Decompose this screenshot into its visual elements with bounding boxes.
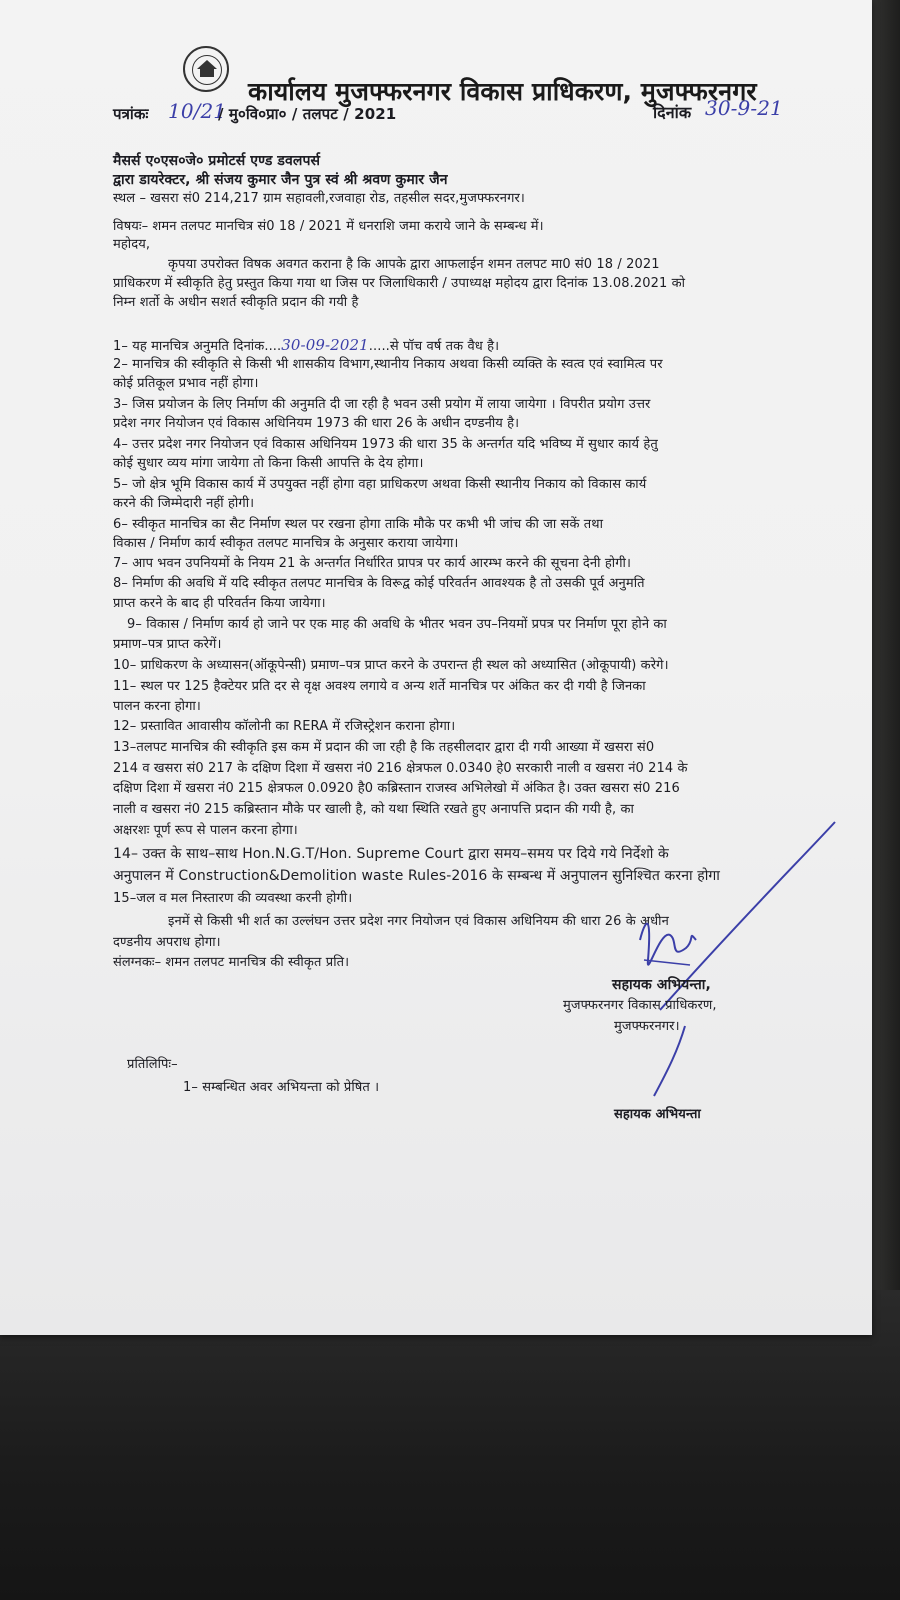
condition-line: प्राप्त करने के बाद ही परिवर्तन किया जायेगा।: [113, 596, 326, 611]
condition-line: नाली व खसरा नं0 215 कब्रिस्तान मौके पर खाली है, को यथा स्थिति रखते हुए अनापत्ति प्रदान की गयी है, का: [113, 802, 634, 817]
date-handwritten: 30-9-21: [705, 96, 783, 120]
condition-line: 3– जिस प्रयोजन के लिए निर्माण की अनुमति दी जा रही है भवन उसी प्रयोग में लाया जायेगा । विपरीत प्रयोग उत्तर: [113, 397, 651, 412]
closing-line: इनमें से किसी भी शर्त का उल्लंघन उत्तर प्रदेश नगर नियोजन एवं विकास अधिनियम की धारा 26 के अधीन: [168, 914, 669, 929]
condition-line: प्रमाण–पत्र प्राप्त करेगें।: [113, 637, 222, 652]
condition-line: 8– निर्माण की अवधि में यदि स्वीकृत तलपट मानचित्र के विरूद्व कोई परिवर्तन आवश्यक है तो उसकी पूर्व अनुमति: [113, 576, 645, 591]
condition-line: 4– उत्तर प्रदेश नगर नियोजन एवं विकास अधिनियम 1973 की धारा 35 के अन्तर्गत यदि भविष्य में सुधार कार्य हेतु: [113, 437, 658, 452]
condition-line: अक्षरशः पूर्ण रूप से पालन करना होगा।: [113, 823, 298, 838]
initials-stroke: [640, 1020, 700, 1100]
addressee-director: द्वारा डायरेक्टर, श्री संजय कुमार जैन पुत्र स्वं श्री श्रवण कुमार जैन: [113, 172, 448, 188]
condition-line: 13–तलपट मानचित्र की स्वीकृति इस कम में प्रदान की जा रही है कि तहसीलदार द्वारा दी गयी आख्या में खसरा सं0: [113, 740, 655, 755]
condition-line: 10– प्राधिकरण के अध्यासन(ऑकूपेन्सी) प्रमाण–पत्र प्राप्त करने के उपरान्त ही स्थल को अध्यासित (ओकूपायी) करेगे।: [113, 658, 669, 673]
condition-line: अनुपालन में Construction&Demolition waste Rules-2016 के सम्बन्ध में अनुपालन सुनिश्चित करना होगा: [113, 868, 721, 884]
condition-line: 12– प्रस्तावित आवासीय कॉलोनी का RERA में रजिस्ट्रेशन कराना होगा।: [113, 719, 456, 734]
signatory-office: मुजफ्फरनगर विकास प्राधिकरण,: [563, 998, 717, 1013]
condition-line: दक्षिण दिशा में खसरा नं0 215 क्षेत्रफल 0.0920 है0 कब्रिस्तान राजस्व अभिलेखो में अंकित है। उक्त खसरा सं0 216: [113, 781, 680, 796]
condition-line: 2– मानचित्र की स्वीकृति से किसी भी शासकीय विभाग,स्थानीय निकाय अथवा किसी व्यक्ति के स्वत्व एवं स्वामित्व पर: [113, 357, 663, 372]
condition-line: 7– आप भवन उपनियमों के नियम 21 के अन्तर्गत निर्धारित प्रापत्र पर कार्य आरम्भ करने की सूचना देनी होगी।: [113, 556, 632, 571]
condition-line: कोई सुधार व्यय मांगा जायेगा तो किना किसी आपत्ति के देय होगा।: [113, 456, 424, 471]
signatory-title: सहायक अभियन्ता,: [612, 977, 711, 993]
copy-signatory: सहायक अभियन्ता: [614, 1107, 701, 1122]
table-surface: [0, 1290, 900, 1600]
condition-line: पालन करना होगा।: [113, 699, 201, 714]
salutation: महोदय,: [113, 237, 151, 252]
letter-no-label: पत्रांकः: [113, 105, 149, 123]
condition-1: 1– यह मानचित्र अनुमति दिनांक....30-09-2021.....से पॉच वर्ष तक वैध है।: [113, 336, 500, 354]
letter-no-reference: / मु०वि०प्रा० / तलपट / 2021: [218, 105, 397, 123]
closing-line: दण्डनीय अपराध होगा।: [113, 935, 221, 950]
condition-line: 9– विकास / निर्माण कार्य हो जाने पर एक माह की अवधि के भीतर भवन उप–नियमों प्रपत्र पर निर्माण पूरा होने का: [127, 617, 667, 632]
intro-line: निम्न शर्तो के अधीन सशर्त स्वीकृति प्रदान की गयी है: [113, 295, 359, 310]
copy-item: 1– सम्बन्धित अवर अभियन्ता को प्रेषित ।: [183, 1080, 380, 1095]
copy-label: प्रतिलिपिः–: [127, 1057, 178, 1072]
condition-line: विकास / निर्माण कार्य स्वीकृत तलपट मानचित्र के अनुसार कराया जायेगा।: [113, 536, 459, 551]
condition-line: करने की जिम्मेदारी नहीं होगी।: [113, 496, 255, 511]
date-label: दिनांक: [653, 103, 692, 122]
enclosure-line: संलग्नकः– शमन तलपट मानचित्र की स्वीकृत प्रति।: [113, 955, 350, 970]
signatory-place: मुजफ्फरनगर।: [614, 1019, 680, 1034]
validity-date-handwritten: 30-09-2021: [281, 336, 369, 354]
condition-line: 214 व खसरा सं0 217 के दक्षिण दिशा में खसरा नं0 216 क्षेत्रफल 0.0340 हे0 सरकारी नाली व खसरा नं0 214 के: [113, 761, 688, 776]
office-title: कार्यालय मुजफ्फरनगर विकास प्राधिकरण, मुजफ्फरनगर: [248, 77, 757, 106]
condition-line: 15–जल व मल निस्तारण की व्यवस्था करनी होगी।: [113, 891, 353, 906]
authority-logo: [183, 46, 229, 92]
condition-line: 5– जो क्षेत्र भूमि विकास कार्य में उपयुक्त नहीं होगा वहा प्राधिकरण अथवा किसी स्थानीय निकाय को विकास कार्य: [113, 477, 647, 492]
condition-line: 14– उक्त के साथ–साथ Hon.N.G.T/Hon. Supreme Court द्वारा समय–समय पर दिये गये निर्देशो के: [113, 846, 669, 862]
subject-line: विषयः– शमन तलपट मानचित्र सं0 18 / 2021 में धनराशि जमा कराये जाने के सम्बन्ध में।: [113, 219, 544, 234]
condition-line: 6– स्वीकृत मानचित्र का सैट निर्माण स्थल पर रखना होगा ताकि मौके पर कभी भी जांच की जा सकें तथा: [113, 517, 604, 532]
letter-no-handwritten: 10/21: [168, 99, 227, 123]
intro-line: कृपया उपरोक्त विषक अवगत कराना है कि आपके द्वारा आफलाईन शमन तलपट मा0 सं0 18 / 2021: [168, 257, 660, 272]
addressee-company: मैसर्स ए०एस०जे० प्रमोटर्स एण्ड डवलपर्स: [113, 153, 321, 169]
condition-line: कोई प्रतिकूल प्रभाव नहीं होगा।: [113, 376, 259, 391]
condition-line: 11– स्थल पर 125 हैक्टेयर प्रति दर से वृक्ष अवश्य लगाये व अन्य शर्ते मानचित्र पर अंकित कर दी गयी है जिनका: [113, 679, 646, 694]
condition-line: प्रदेश नगर नियोजन एवं विकास अधिनियम 1973 की धारा 26 के अधीन दण्डनीय है।: [113, 416, 520, 431]
addressee-site: स्थल – खसरा सं0 214,217 ग्राम सहावली,रजवाहा रोड, तहसील सदर,मुजफ्फरनगर।: [113, 191, 525, 206]
intro-line: प्राधिकरण में स्वीकृति हेतु प्रस्तुत किया गया था जिस पर जिलाधिकारी / उपाध्यक्ष महोदय द्वारा दिनांक 13.08.2021 को: [113, 276, 686, 291]
